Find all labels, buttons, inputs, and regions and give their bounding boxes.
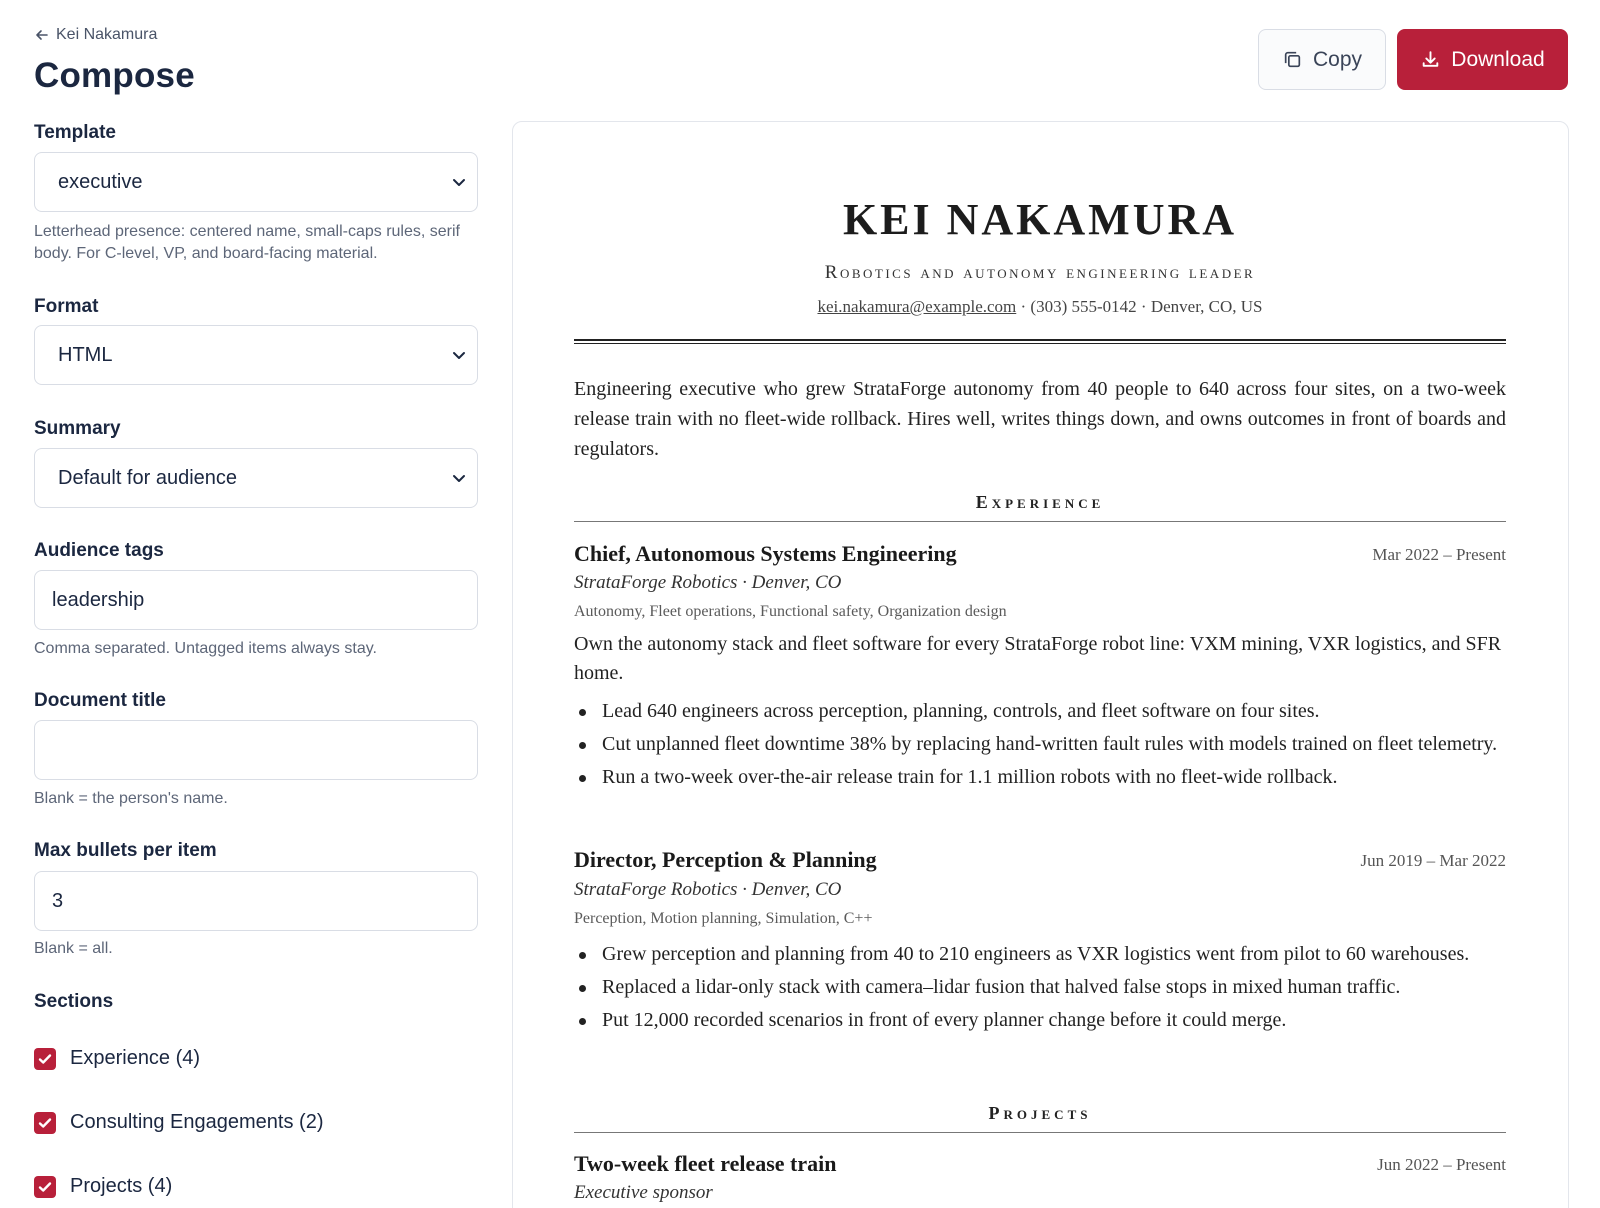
project-dates: Jun 2022 – Present bbox=[1377, 1155, 1506, 1174]
job-org: StrataForge Robotics · Denver, CO bbox=[574, 572, 842, 593]
chevron-down-icon bbox=[451, 347, 467, 363]
summary-select-value: Default for audience bbox=[58, 466, 238, 489]
header-double-rule bbox=[574, 339, 1506, 344]
section-checkbox-label: Experience (4) bbox=[70, 1047, 201, 1069]
job-title: Director, Perception & Planning bbox=[574, 847, 877, 872]
back-link-label: Kei Nakamura bbox=[56, 26, 158, 43]
audience-tags-input[interactable] bbox=[34, 570, 478, 630]
template-label: Template bbox=[34, 122, 117, 143]
sections-label: Sections bbox=[34, 991, 114, 1012]
template-help: Letterhead presence: centered name, small-caps rules, serif body. For C-level, VP, and board-facing material. bbox=[34, 223, 460, 262]
format-label: Format bbox=[34, 296, 99, 317]
resume-summary: Engineering executive who grew StrataForge autonomy from 40 people to 640 across four sites, on a two-week release train with no fleet-wide rollback. Hires well, writes things down, and owns outcomes in front of boards and regulators. bbox=[574, 378, 1506, 460]
resume-headline: Robotics and autonomy engineering leader bbox=[824, 262, 1256, 283]
copy-icon bbox=[1282, 49, 1303, 70]
section-heading-experience: Experience bbox=[975, 492, 1105, 512]
section-checkbox-label: Projects (4) bbox=[70, 1175, 173, 1197]
document-title-help: Blank = the person's name. bbox=[34, 790, 228, 807]
checkbox-checked-icon[interactable] bbox=[34, 1048, 56, 1070]
resume-email-link[interactable]: kei.nakamura@example.com bbox=[817, 297, 1017, 316]
download-icon bbox=[1420, 49, 1441, 70]
job-tags: Perception, Motion planning, Simulation, C++ bbox=[574, 910, 873, 927]
job-bullet: Replaced a lidar-only stack with camera–lidar fusion that halved false stops in mixed human traffic. bbox=[574, 973, 1506, 1002]
summary-label: Summary bbox=[34, 418, 121, 439]
job-description: Own the autonomy stack and fleet software for every StrataForge robot line: VXM mining, VXR logistics, and SFR home. bbox=[574, 633, 1502, 684]
section-checkbox-consulting[interactable] bbox=[34, 1111, 323, 1134]
copy-button-label: Copy bbox=[1312, 47, 1363, 71]
job-bullet: Run a two-week over-the-air release train for 1.1 million robots with no fleet-wide rollback. bbox=[574, 763, 1506, 792]
back-link[interactable] bbox=[34, 26, 157, 44]
resume-contact bbox=[574, 297, 1506, 317]
section-heading-projects: Projects bbox=[988, 1103, 1092, 1123]
max-bullets-label: Max bullets per item bbox=[34, 840, 217, 861]
document-title-input[interactable] bbox=[34, 720, 478, 780]
job-bullets bbox=[574, 940, 1506, 1039]
format-select-value: HTML bbox=[58, 343, 113, 366]
job-bullet: Put 12,000 recorded scenarios in front of every planner change before it could merge. bbox=[574, 1006, 1506, 1035]
chevron-down-icon bbox=[451, 174, 467, 190]
resume-contact-details: · (303) 555-0142 · Denver, CO, US bbox=[1016, 297, 1263, 316]
job-title: Chief, Autonomous Systems Engineering bbox=[574, 541, 957, 566]
section-checkbox-projects[interactable] bbox=[34, 1175, 172, 1198]
chevron-down-icon bbox=[451, 470, 467, 486]
audience-tags-help: Comma separated. Untagged items always stay. bbox=[34, 640, 377, 657]
resume-name: KEI NAKAMURA bbox=[842, 195, 1238, 244]
summary-select[interactable] bbox=[34, 448, 478, 508]
job-dates: Mar 2022 – Present bbox=[1372, 545, 1506, 564]
section-rule bbox=[574, 1132, 1506, 1133]
job-bullets bbox=[574, 697, 1506, 796]
arrow-left-icon bbox=[34, 27, 50, 43]
project-role: Executive sponsor bbox=[574, 1182, 713, 1203]
checkbox-checked-icon[interactable] bbox=[34, 1112, 56, 1134]
page-title: Compose bbox=[34, 56, 195, 95]
project-title: Two-week fleet release train bbox=[574, 1151, 837, 1176]
max-bullets-value: 3 bbox=[52, 889, 64, 912]
job-dates: Jun 2019 – Mar 2022 bbox=[1360, 851, 1506, 870]
max-bullets-input[interactable] bbox=[34, 871, 478, 931]
format-select[interactable] bbox=[34, 325, 478, 385]
section-checkbox-label: Consulting Engagements (2) bbox=[70, 1111, 324, 1133]
copy-button[interactable] bbox=[1258, 29, 1386, 90]
download-button[interactable] bbox=[1397, 29, 1568, 90]
document-title-label: Document title bbox=[34, 690, 166, 711]
template-select-value: executive bbox=[58, 170, 143, 193]
resume-preview bbox=[512, 121, 1569, 1208]
job-bullet: Grew perception and planning from 40 to 210 engineers as VXR logistics went from pilot to 60 warehouses. bbox=[574, 940, 1506, 969]
checkbox-checked-icon[interactable] bbox=[34, 1176, 56, 1198]
job-org: StrataForge Robotics · Denver, CO bbox=[574, 879, 842, 900]
template-select[interactable] bbox=[34, 152, 478, 212]
job-bullet: Lead 640 engineers across perception, planning, controls, and fleet software on four sites. bbox=[574, 697, 1506, 726]
max-bullets-help: Blank = all. bbox=[34, 940, 113, 957]
job-bullet: Cut unplanned fleet downtime 38% by replacing hand-written fault rules with models trained on fleet telemetry. bbox=[574, 730, 1506, 759]
section-checkbox-experience[interactable] bbox=[34, 1047, 200, 1070]
section-rule bbox=[574, 521, 1506, 522]
job-tags: Autonomy, Fleet operations, Functional safety, Organization design bbox=[574, 603, 1007, 620]
audience-tags-value: leadership bbox=[52, 588, 145, 611]
download-button-label: Download bbox=[1451, 47, 1545, 71]
audience-tags-label: Audience tags bbox=[34, 540, 164, 561]
